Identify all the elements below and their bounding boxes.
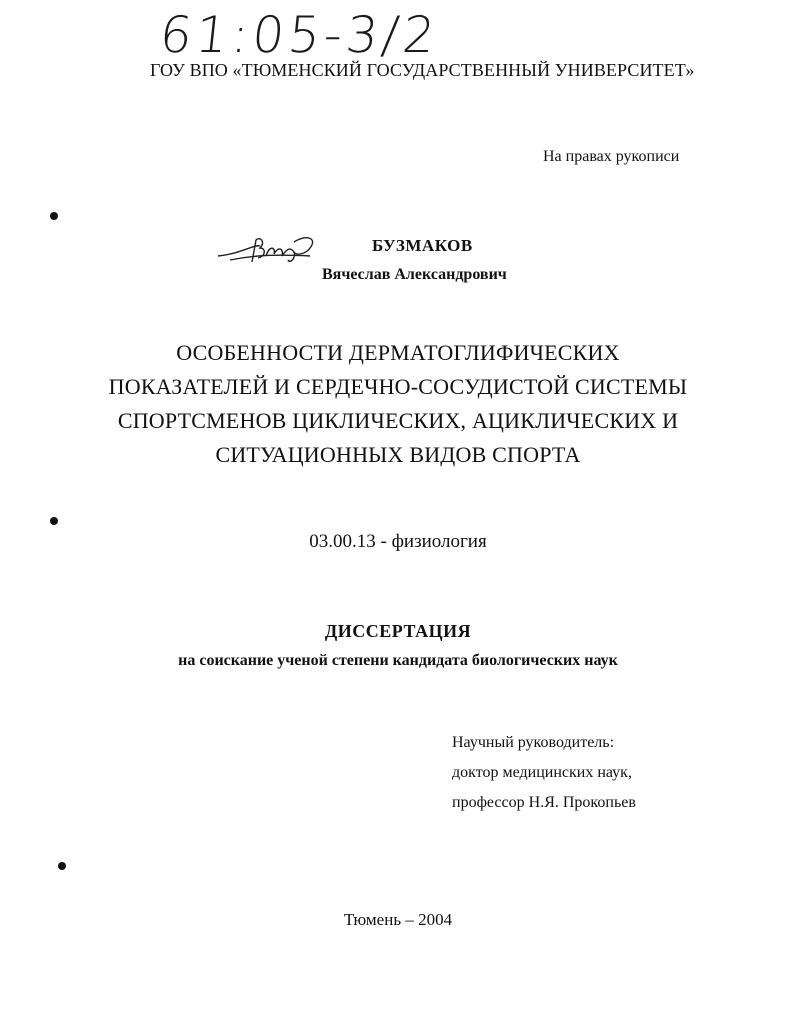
degree-statement: на соискание ученой степени кандидата биологических наук bbox=[178, 652, 618, 669]
specialty-code: 03.00.13 - физиология bbox=[309, 531, 487, 552]
title-line: СИТУАЦИОННЫХ ВИДОВ СПОРТА bbox=[215, 442, 581, 467]
binding-hole-mark bbox=[58, 862, 66, 870]
dissertation-title bbox=[0, 336, 796, 472]
supervisor-label: Научный руководитель: bbox=[452, 734, 615, 751]
title-line: СПОРТСМЕНОВ ЦИКЛИЧЕСКИХ, АЦИКЛИЧЕСКИХ И bbox=[117, 408, 679, 433]
university-header: ГОУ ВПО «ТЮМЕНСКИЙ ГОСУДАРСТВЕННЫЙ УНИВЕРСИТЕТ» bbox=[150, 60, 695, 80]
title-line: ОСОБЕННОСТИ ДЕРМАТОГЛИФИЧЕСКИХ bbox=[176, 340, 620, 365]
supervisor-name: профессор Н.Я. Прокопьев bbox=[452, 794, 636, 811]
document-type: ДИССЕРТАЦИЯ bbox=[324, 621, 472, 641]
handwritten-archive-number: 61:05-3/2 bbox=[156, 6, 442, 64]
supervisor-degree: доктор медицинских наук, bbox=[452, 764, 632, 781]
author-given-names: Вячеслав Александрович bbox=[322, 266, 507, 283]
binding-hole-mark bbox=[50, 517, 58, 525]
signature-icon bbox=[210, 226, 320, 270]
binding-hole-mark bbox=[50, 212, 58, 220]
manuscript-note: На правах рукописи bbox=[543, 148, 680, 165]
author-surname: БУЗМАКОВ bbox=[372, 236, 473, 255]
city-year: Тюмень – 2004 bbox=[343, 910, 453, 929]
title-line: ПОКАЗАТЕЛЕЙ И СЕРДЕЧНО-СОСУДИСТОЙ СИСТЕМЫ bbox=[108, 374, 688, 399]
